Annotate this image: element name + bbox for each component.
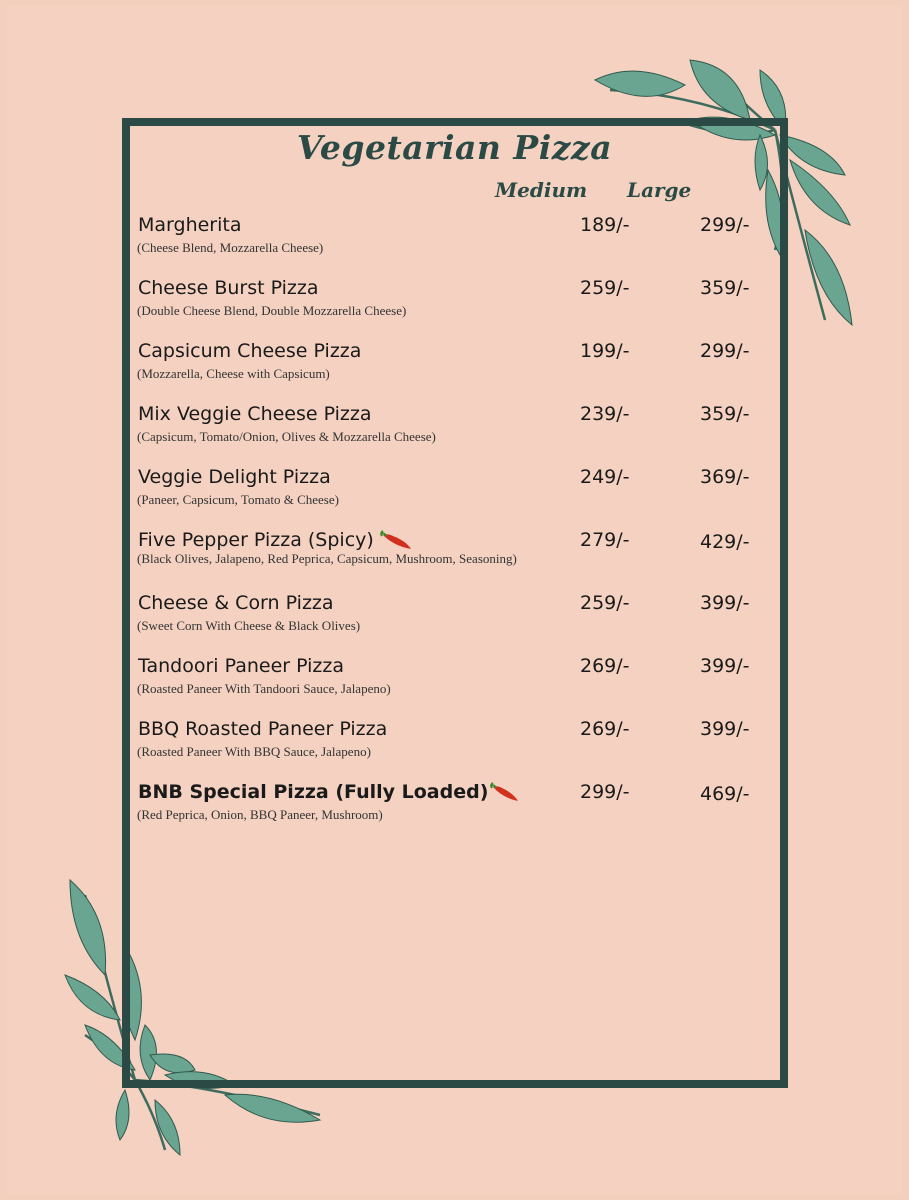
- price-large: 299/-: [700, 214, 750, 236]
- item-name: Cheese & Corn Pizza: [138, 592, 334, 614]
- item-description: (Mozzarella, Cheese with Capsicum): [137, 366, 330, 381]
- item-description: (Cheese Blend, Mozzarella Cheese): [137, 240, 324, 255]
- price-large: 359/-: [700, 403, 750, 425]
- item-description: (Red Peprica, Onion, BBQ Paneer, Mushroom): [137, 807, 383, 822]
- menu-item: [0, 214, 909, 270]
- chili-pepper-icon: [380, 530, 414, 552]
- price-large: 399/-: [700, 655, 750, 677]
- item-name: Margherita: [138, 214, 242, 236]
- price-medium: 259/-: [580, 277, 630, 299]
- item-name: Veggie Delight Pizza: [138, 466, 331, 488]
- menu-item: [0, 718, 909, 774]
- item-description: (Black Olives, Jalapeno, Red Peprica, Capsicum, Mushroom, Seasoning): [137, 551, 517, 566]
- item-description: (Roasted Paneer With Tandoori Sauce, Jalapeno): [137, 681, 391, 696]
- menu-item: [0, 466, 909, 522]
- price-large: 429/-: [700, 531, 750, 553]
- price-large: 399/-: [700, 718, 750, 740]
- price-medium: 189/-: [580, 214, 630, 236]
- price-medium: 279/-: [580, 529, 630, 551]
- menu-item: [0, 655, 909, 711]
- price-medium: 269/-: [580, 718, 630, 740]
- price-medium: 249/-: [580, 466, 630, 488]
- menu-item: [0, 403, 909, 459]
- item-description: (Paneer, Capsicum, Tomato & Cheese): [137, 492, 339, 507]
- price-medium: 269/-: [580, 655, 630, 677]
- price-large: 369/-: [700, 466, 750, 488]
- item-name: BNB Special Pizza (Fully Loaded): [138, 781, 520, 804]
- menu-item: [0, 340, 909, 396]
- price-medium: 239/-: [580, 403, 630, 425]
- menu-item: [0, 592, 909, 648]
- item-description: (Sweet Corn With Cheese & Black Olives): [137, 618, 361, 633]
- item-name: Capsicum Cheese Pizza: [138, 340, 362, 362]
- item-name: Five Pepper Pizza (Spicy): [138, 529, 414, 552]
- item-description: (Double Cheese Blend, Double Mozzarella Cheese): [137, 303, 407, 318]
- chili-pepper-icon: [490, 782, 520, 804]
- price-large: 359/-: [700, 277, 750, 299]
- menu-item: [0, 277, 909, 333]
- item-name: Mix Veggie Cheese Pizza: [138, 403, 372, 425]
- price-medium: 259/-: [580, 592, 630, 614]
- price-large: 469/-: [700, 783, 750, 805]
- item-description: (Roasted Paneer With BBQ Sauce, Jalapeno): [137, 744, 371, 759]
- price-large: 299/-: [700, 340, 750, 362]
- item-name: Tandoori Paneer Pizza: [138, 655, 345, 677]
- menu-item: [0, 529, 909, 585]
- price-medium: 199/-: [580, 340, 630, 362]
- price-medium: 299/-: [580, 781, 630, 803]
- item-name: Cheese Burst Pizza: [138, 277, 319, 299]
- price-large: 399/-: [700, 592, 750, 614]
- column-header-medium: Medium: [495, 178, 588, 202]
- page-title: Vegetarian Pizza: [296, 128, 613, 167]
- column-header-large: Large: [627, 178, 692, 202]
- item-description: (Capsicum, Tomato/Onion, Olives & Mozzarella Cheese): [137, 429, 436, 444]
- menu-item: [0, 781, 909, 837]
- item-name: BBQ Roasted Paneer Pizza: [138, 718, 388, 740]
